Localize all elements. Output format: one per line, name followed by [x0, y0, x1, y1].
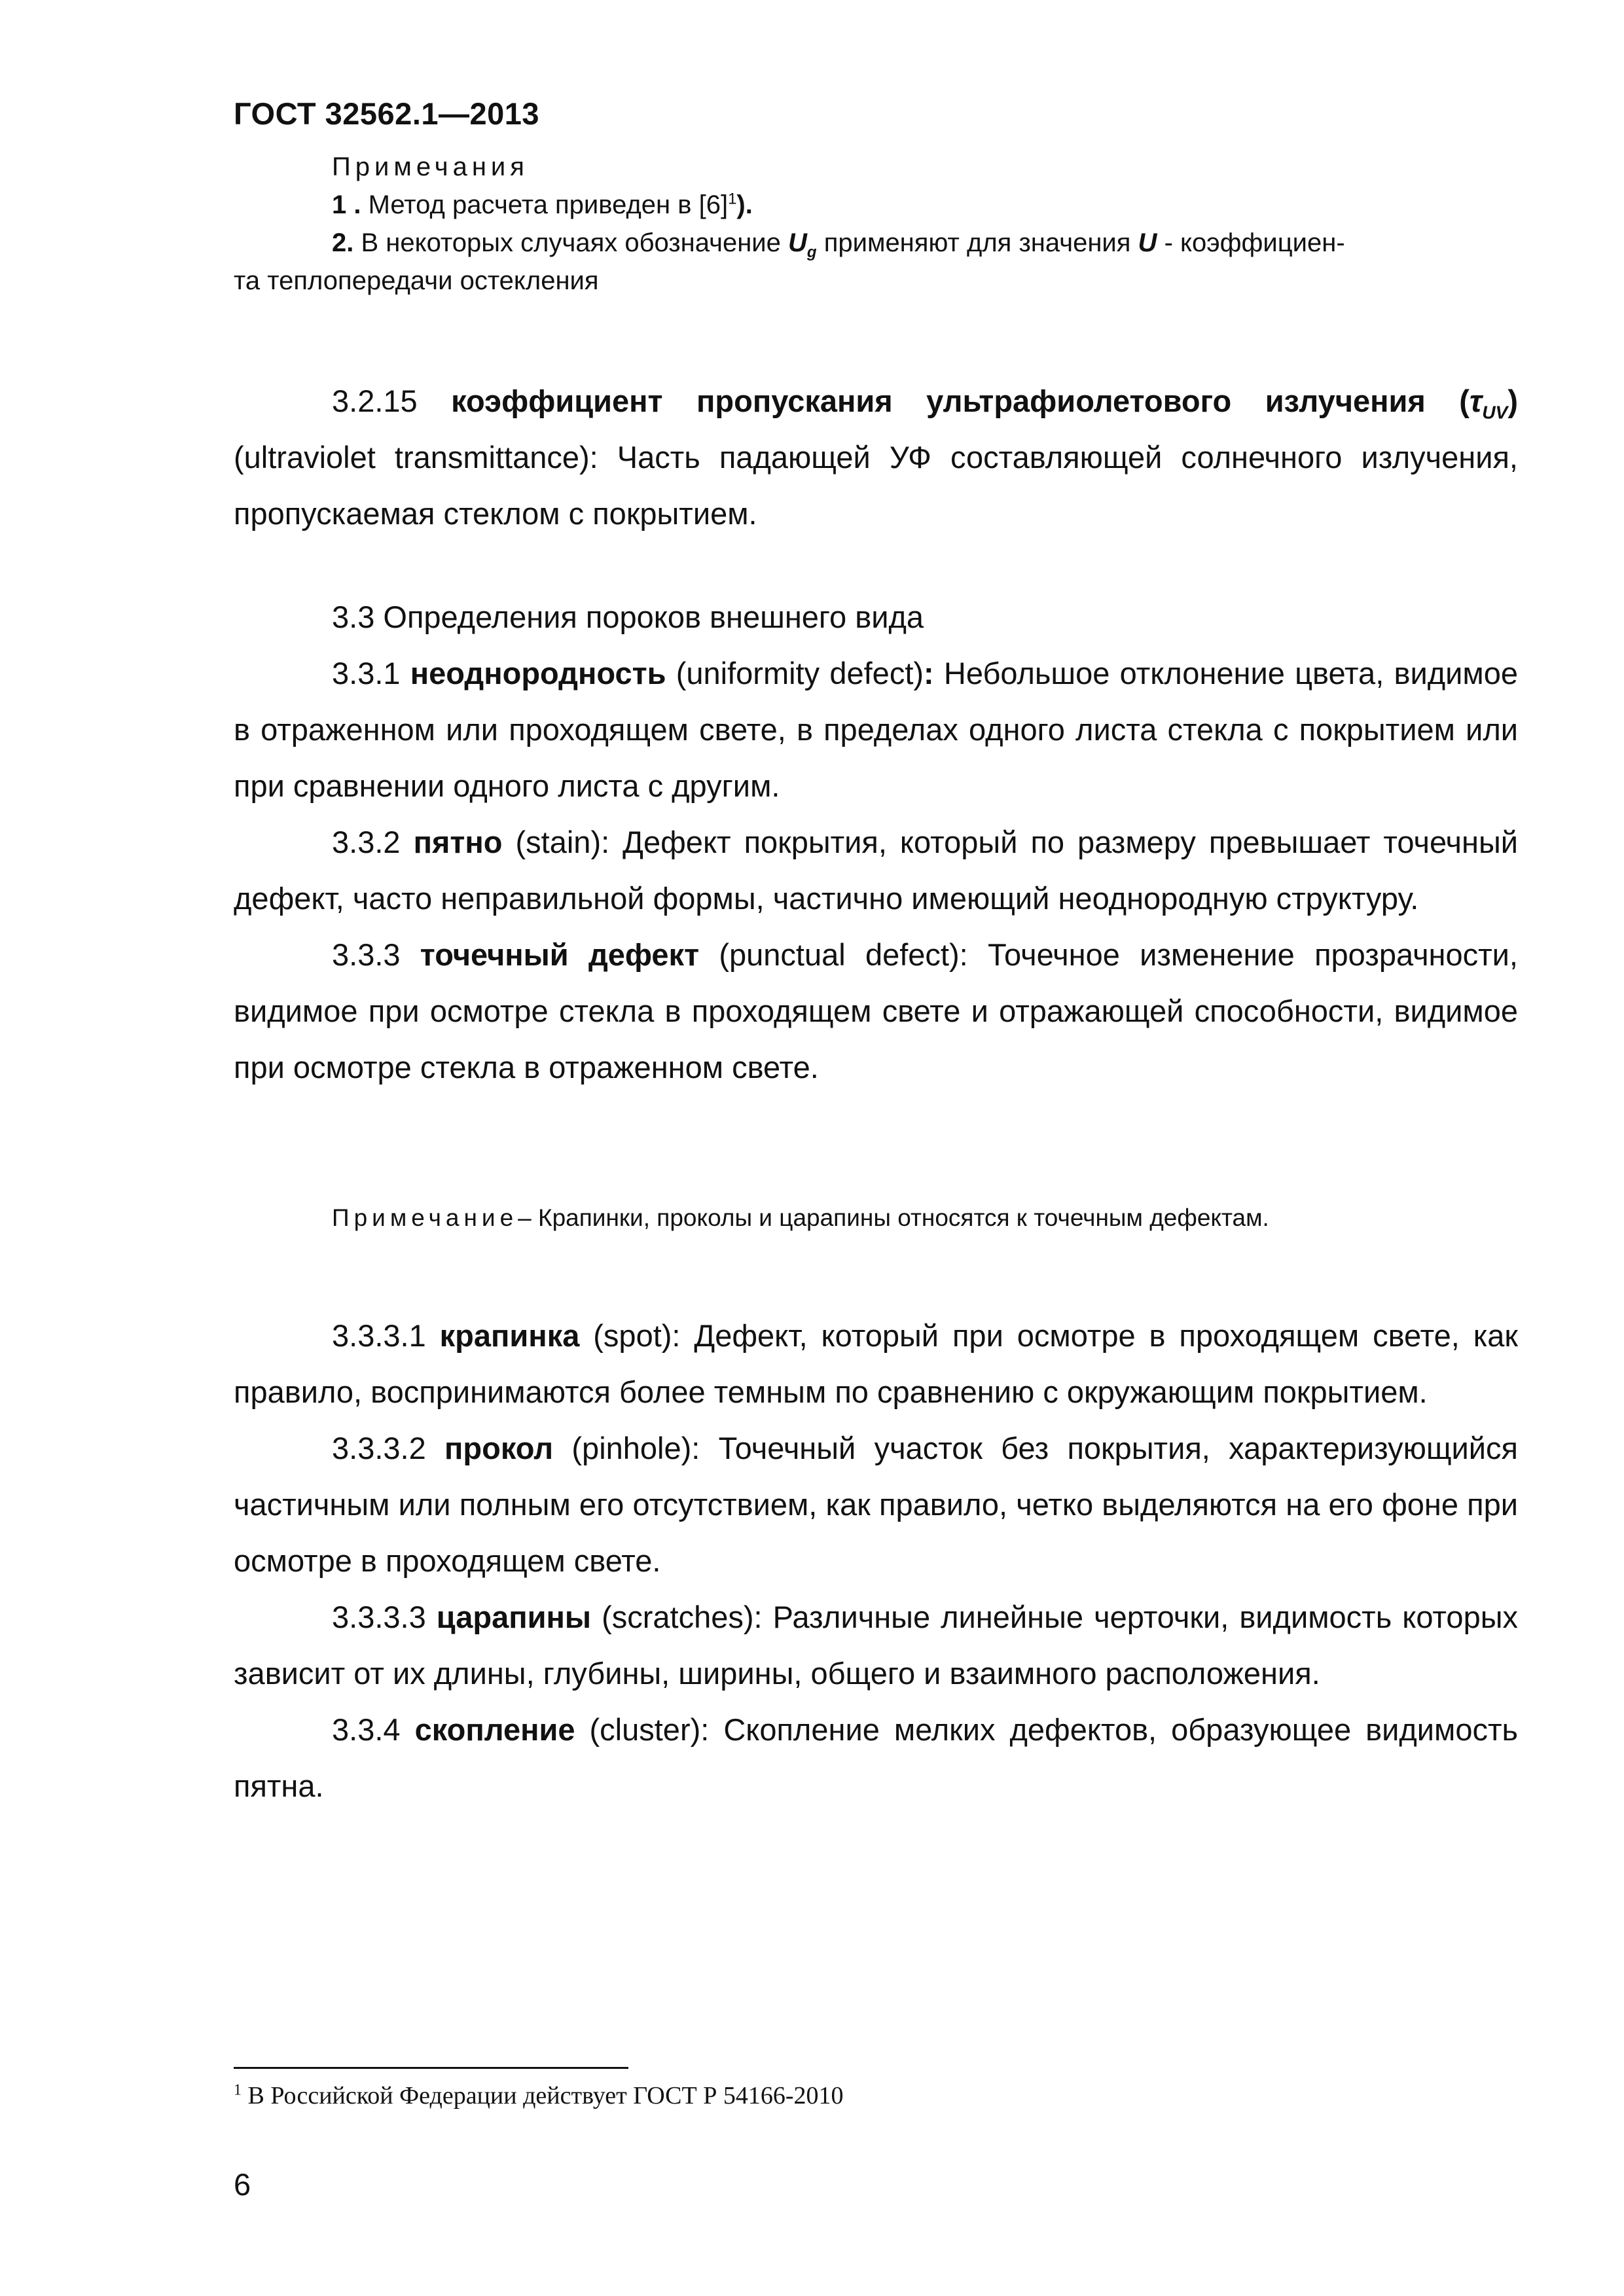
paragraph-3-3-2	[234, 814, 1518, 927]
term-bold: царапины	[436, 1600, 592, 1634]
note-1	[234, 186, 1530, 224]
section-number: 3.2.15	[332, 384, 418, 418]
term-bold: коэффициент пропускания ультрафиолетового излучения (	[451, 384, 1470, 418]
paragraph-3-3-3-1	[234, 1308, 1518, 1420]
term-bold: скопление	[414, 1712, 575, 1747]
footnote-divider	[234, 2067, 628, 2069]
section-number: 3.3.3	[332, 937, 401, 972]
note-2-number: 2.	[332, 228, 354, 257]
definition-text: (scratches): Различные линейные черточки, видимость которых зависит от их длины, глубины, ширины, общего и взаимного расположения.	[234, 1600, 1518, 1691]
term-close: )	[1507, 384, 1519, 418]
definition-text: (pinhole): Точечный участок без покрытия, характеризующийся частичным или полным его отсутствием, как правило, четко выделяются на его фоне при осмотре в проходящем свете.	[234, 1431, 1519, 1578]
note-2-symbol-ug: $U_g$	[788, 228, 817, 261]
section-3-3-3-sub	[234, 1308, 1518, 1814]
section-number: 3.3.2	[332, 825, 401, 859]
note-2-symbol-u: U	[1138, 228, 1157, 257]
definition-text: (cluster): Скопление мелких дефектов, образующее видимость пятна.	[234, 1712, 1518, 1803]
term-bold: пятно	[413, 825, 503, 859]
paragraph-3-3-3-2	[234, 1420, 1518, 1589]
footnote	[234, 2081, 843, 2110]
definition-text: (punctual defect): Точечное изменение прозрачности, видимое при осмотре стекла в проходящем свете и отражающей способности, видимое при осмотре стекла в отраженном свете.	[234, 937, 1518, 1085]
paragraph-3-3-4	[234, 1702, 1518, 1814]
definition-text: (spot): Дефект, который при осмотре в проходящем свете, как правило, воспринимаются более темным по сравнению с окружающим покрытием.	[234, 1318, 1518, 1409]
definition-text: (ultraviolet transmittance): Часть падающей УФ составляющей солнечного излучения, пропускаемая стеклом с покрытием.	[234, 440, 1518, 531]
note-label: Примечание	[332, 1204, 518, 1231]
note-1-tail: ).	[736, 190, 753, 219]
definition-text: Небольшое отклонение цвета, видимое в отраженном или проходящем свете, в пределах одного листа стекла с покрытием или при сравнении одного листа с другим.	[234, 656, 1518, 803]
definition-text: (stain): Дефект покрытия, который по размеру превышает точечный дефект, часто неправильной формы, частично имеющий неоднородную структуру.	[234, 825, 1519, 916]
section-number: 3.3.3.2	[332, 1431, 426, 1465]
note-1-number: 1 .	[332, 190, 361, 219]
notes-block	[234, 148, 1530, 300]
symbol-tau-uv: $\tau_{UV}$	[1469, 384, 1508, 423]
term-bold: неоднородность	[410, 656, 666, 691]
note-2-continuation: та теплопередачи остекления	[234, 266, 599, 295]
footnote-text: В Российской Федерации действует ГОСТ Р 54166-2010	[247, 2082, 844, 2109]
section-number: 3.3.3.1	[332, 1318, 426, 1353]
note-1-text: Метод расчета приведен в [6]	[368, 190, 729, 219]
section-3-3	[234, 589, 1518, 1096]
term-english: (uniformity defect)	[676, 656, 924, 691]
term-bold: прокол	[444, 1431, 554, 1465]
section-3-2-15	[234, 373, 1518, 542]
section-number: 3.3.1	[332, 656, 401, 691]
term-colon: :	[924, 656, 934, 691]
page-number: 6	[234, 2167, 251, 2202]
note-2	[234, 224, 1530, 262]
page-header-title: ГОСТ 32562.1—2013	[234, 96, 540, 131]
section-number: 3.3.4	[332, 1712, 401, 1747]
note-2-text-a: В некоторых случаях обозначение	[361, 228, 781, 257]
note-text: – Крапинки, проколы и царапины относятся к точечным дефектам.	[518, 1204, 1269, 1231]
note-1-footnote-mark: 1	[728, 190, 737, 208]
section-number: 3.3.3.3	[332, 1600, 426, 1634]
note-2-text-c: - коэффициен-	[1164, 228, 1345, 257]
paragraph-3-3-1	[234, 645, 1518, 814]
paragraph-3-3-3	[234, 927, 1518, 1096]
section-3-3-heading: 3.3 Определения пороков внешнего вида	[332, 600, 924, 634]
paragraph-3-3-3-3	[234, 1589, 1518, 1702]
term-bold: точечный дефект	[420, 937, 700, 972]
note-3-3-3	[332, 1204, 1269, 1232]
paragraph-3-2-15	[234, 373, 1518, 542]
term-bold: крапинка	[439, 1318, 580, 1353]
footnote-mark: 1	[234, 2081, 242, 2099]
note-2-text-b: применяют для значения	[823, 228, 1131, 257]
notes-heading: Примечания	[332, 152, 529, 181]
